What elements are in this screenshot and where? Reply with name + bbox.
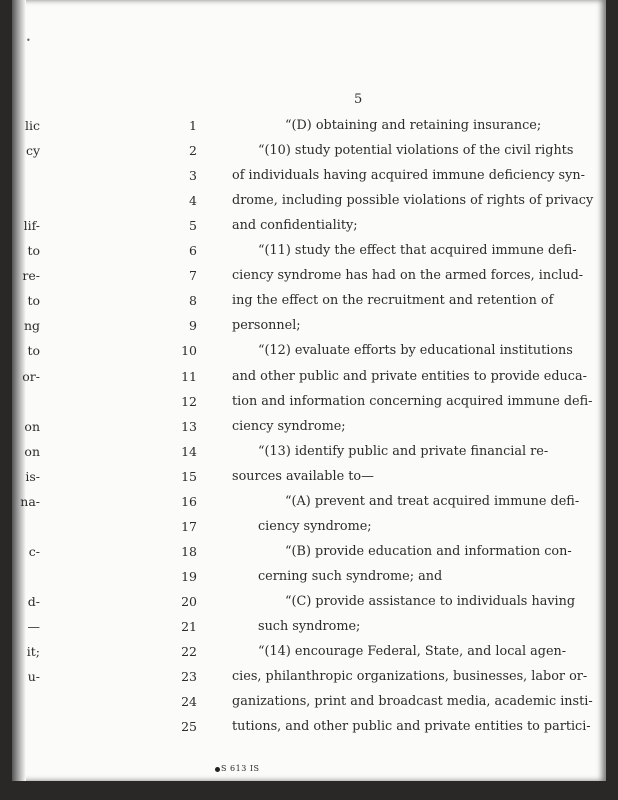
text-line: “(D) obtaining and retaining insurance; <box>285 118 542 133</box>
text-line: ganizations, print and broadcast media, academic insti- <box>232 694 593 710</box>
margin-fragment: c- <box>28 543 40 559</box>
margin-fragment: it; <box>26 644 40 660</box>
text-line: ing the effect on the recruitment and retention of <box>232 293 554 309</box>
line-number: 23 <box>181 669 197 685</box>
line-number: 1 <box>189 118 197 133</box>
line-number: 25 <box>181 719 197 735</box>
margin-fragment: — <box>27 619 40 634</box>
text-line: tion and information concerning acquired immune defi- <box>232 393 593 409</box>
footer-text: S 613 IS <box>221 764 260 773</box>
text-line: “(12) evaluate efforts by educational institutions <box>258 343 573 359</box>
text-line: and other public and private entities to provide educa- <box>232 368 587 384</box>
text-line: “(11) study the effect that acquired immune defi- <box>258 243 577 259</box>
text-line: cerning such syndrome; and <box>258 568 443 584</box>
margin-fragment: lic <box>25 118 40 133</box>
margin-fragment: or- <box>22 368 40 384</box>
margin-fragment: lif- <box>23 218 40 234</box>
line-number: 11 <box>181 368 197 384</box>
text-line: and confidentiality; <box>232 218 358 234</box>
margin-fragment: u- <box>27 669 40 685</box>
line-number: 2 <box>189 143 197 159</box>
text-line: “(A) prevent and treat acquired immune defi- <box>285 493 580 509</box>
margin-fragment: d- <box>27 593 40 609</box>
scan-mark: • <box>26 36 31 45</box>
line-number: 24 <box>181 694 197 710</box>
line-number: 6 <box>189 243 197 259</box>
page-number: 5 <box>354 92 363 107</box>
line-number: 12 <box>181 393 197 409</box>
line-number: 18 <box>181 543 197 559</box>
margin-fragment: on <box>24 443 40 459</box>
line-number: 19 <box>181 568 197 584</box>
text-line: “(14) encourage Federal, State, and local agen- <box>258 644 567 660</box>
text-line: “(B) provide education and information con- <box>285 543 572 559</box>
line-number: 4 <box>189 193 197 209</box>
margin-fragment: is- <box>25 468 40 484</box>
line-number: 21 <box>181 619 197 634</box>
text-line: ciency syndrome has had on the armed forces, includ- <box>232 268 584 284</box>
line-number: 3 <box>189 168 197 184</box>
line-number: 16 <box>181 493 197 509</box>
line-number: 5 <box>189 218 197 234</box>
line-number: 8 <box>189 293 197 309</box>
margin-fragment: ng <box>23 318 40 334</box>
line-number: 10 <box>181 343 197 359</box>
text-line: cies, philanthropic organizations, businesses, labor or- <box>232 669 588 685</box>
bullet-icon <box>215 767 220 772</box>
text-line: personnel; <box>232 318 301 334</box>
text-line: “(10) study potential violations of the civil rights <box>258 143 574 159</box>
line-number: 20 <box>181 593 197 609</box>
text-line: tutions, and other public and private entities to partici- <box>232 719 591 735</box>
margin-fragment: to <box>27 243 40 259</box>
text-line: “(C) provide assistance to individuals having <box>285 593 576 609</box>
footer-bill-id <box>215 764 259 773</box>
line-number: 9 <box>189 318 197 334</box>
margin-fragment: na- <box>20 493 40 509</box>
margin-fragment: cy <box>25 143 40 159</box>
line-number: 17 <box>181 518 197 534</box>
text-line: sources available to— <box>232 468 374 484</box>
text-line: “(13) identify public and private financial re- <box>258 443 549 459</box>
line-number: 22 <box>181 644 197 660</box>
line-number: 14 <box>181 443 197 459</box>
margin-fragment: on <box>24 418 40 434</box>
text-line: such syndrome; <box>258 619 361 634</box>
margin-fragment: re- <box>22 268 40 284</box>
line-number: 15 <box>181 468 197 484</box>
text-line: ciency syndrome; <box>232 418 346 434</box>
margin-fragment: to <box>27 293 40 309</box>
text-line: ciency syndrome; <box>258 518 372 534</box>
text-line: of individuals having acquired immune deficiency syn- <box>232 168 585 184</box>
line-number: 13 <box>181 418 197 434</box>
line-number: 7 <box>189 268 197 284</box>
text-line: drome, including possible violations of rights of privacy <box>232 193 594 209</box>
margin-fragment: to <box>27 343 40 359</box>
